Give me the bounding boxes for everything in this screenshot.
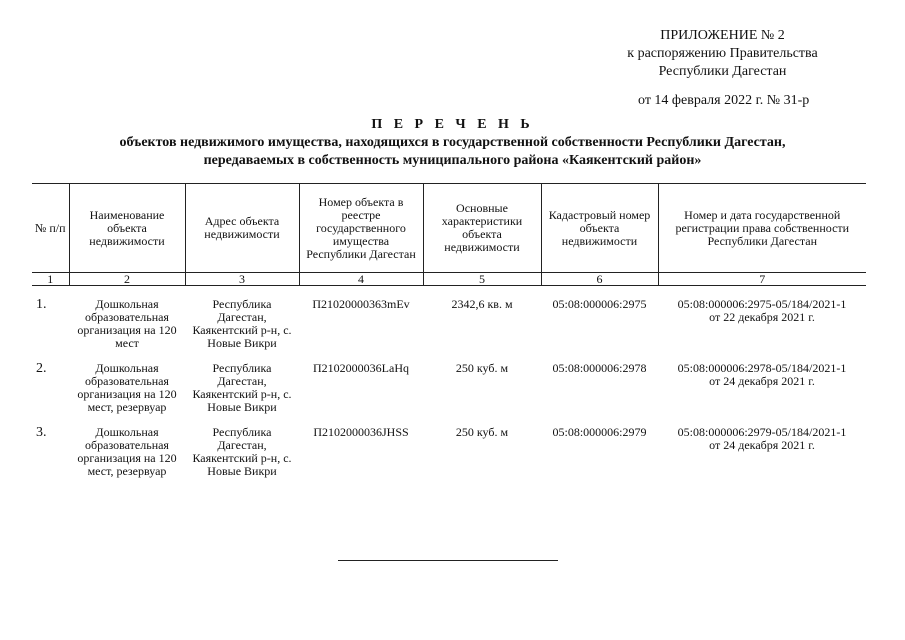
document-title <box>0 116 905 170</box>
title-line: объектов недвижимого имущества, находящихся в государственной собственности Республики Дагестан, <box>119 135 786 150</box>
object-characteristics: 2342,6 кв. м <box>451 297 513 311</box>
cadastral-number: 05:08:000006:2979 <box>552 425 647 439</box>
object-address: Республика Дагестан, Каякентский р-н, с. Новые Викри <box>192 361 292 414</box>
registry-number: П2102000036JHSS <box>313 425 409 439</box>
column-number: 7 <box>658 273 866 286</box>
object-name: Дошкольная образовательная организация на 120 мест, резервуар <box>77 361 177 414</box>
column-number: 2 <box>69 273 185 286</box>
registration-info <box>658 286 866 351</box>
title-line: передаваемых в собственность муниципального района «Каякентский район» <box>203 153 702 168</box>
column-header: Наименование объекта недвижимости <box>69 184 185 273</box>
appendix-line: к распоряжению Правительства <box>627 46 818 61</box>
column-number: 5 <box>423 273 541 286</box>
registration-date: от 24 декабря 2021 г. <box>709 438 815 452</box>
cadastral-number: 05:08:000006:2978 <box>552 361 647 375</box>
registration-info <box>658 414 866 478</box>
column-header: № п/п <box>32 184 69 273</box>
table-row <box>32 350 866 414</box>
registration-date: от 22 декабря 2021 г. <box>709 310 815 324</box>
property-table <box>32 183 866 478</box>
object-characteristics: 250 куб. м <box>455 361 509 375</box>
object-name: Дошкольная образовательная организация на 120 мест, резервуар <box>77 425 177 478</box>
header-row <box>32 184 866 273</box>
column-number: 1 <box>32 273 69 286</box>
column-number: 4 <box>299 273 423 286</box>
row-number: 3. <box>36 425 47 440</box>
table-row <box>32 414 866 478</box>
row-number: 1. <box>36 297 47 312</box>
registry-number: П2102000036LaHq <box>313 361 409 375</box>
column-header: Основные характеристики объекта недвижимости <box>423 184 541 273</box>
registry-number: П21020000363mEv <box>312 297 410 311</box>
object-name: Дошкольная образовательная организация на 120 мест <box>77 297 177 350</box>
row-number: 2. <box>36 361 47 376</box>
table-row <box>32 286 866 351</box>
object-characteristics: 250 куб. м <box>455 425 509 439</box>
column-number: 6 <box>541 273 658 286</box>
closing-rule <box>338 560 558 561</box>
column-header: Номер и дата государственной регистрации права собственности Республики Дагестан <box>658 184 866 273</box>
appendix-title: ПРИЛОЖЕНИЕ № 2 <box>660 28 785 43</box>
column-number: 3 <box>185 273 299 286</box>
registration-number: 05:08:000006:2979-05/184/2021-1 <box>677 425 847 439</box>
registration-number: 05:08:000006:2978-05/184/2021-1 <box>677 361 847 375</box>
cadastral-number: 05:08:000006:2975 <box>552 297 647 311</box>
appendix-line: Республики Дагестан <box>658 64 787 79</box>
column-header: Адрес объекта недвижимости <box>185 184 299 273</box>
registration-date: от 24 декабря 2021 г. <box>709 374 815 388</box>
registration-number: 05:08:000006:2975-05/184/2021-1 <box>677 297 847 311</box>
object-address: Республика Дагестан, Каякентский р-н, с. Новые Викри <box>192 425 292 478</box>
column-header: Кадастровый номер объекта недвижимости <box>541 184 658 273</box>
registration-info <box>658 350 866 414</box>
appendix-block <box>605 27 840 108</box>
object-address: Республика Дагестан, Каякентский р-н, с. Новые Викри <box>192 297 292 350</box>
column-number-row <box>32 273 866 286</box>
title-heading: П Е Р Е Ч Е Н Ь <box>371 117 534 132</box>
column-header: Номер объекта в реестре государственного имущества Республики Дагестан <box>299 184 423 273</box>
appendix-date: от 14 февраля 2022 г. № 31-р <box>638 93 810 108</box>
